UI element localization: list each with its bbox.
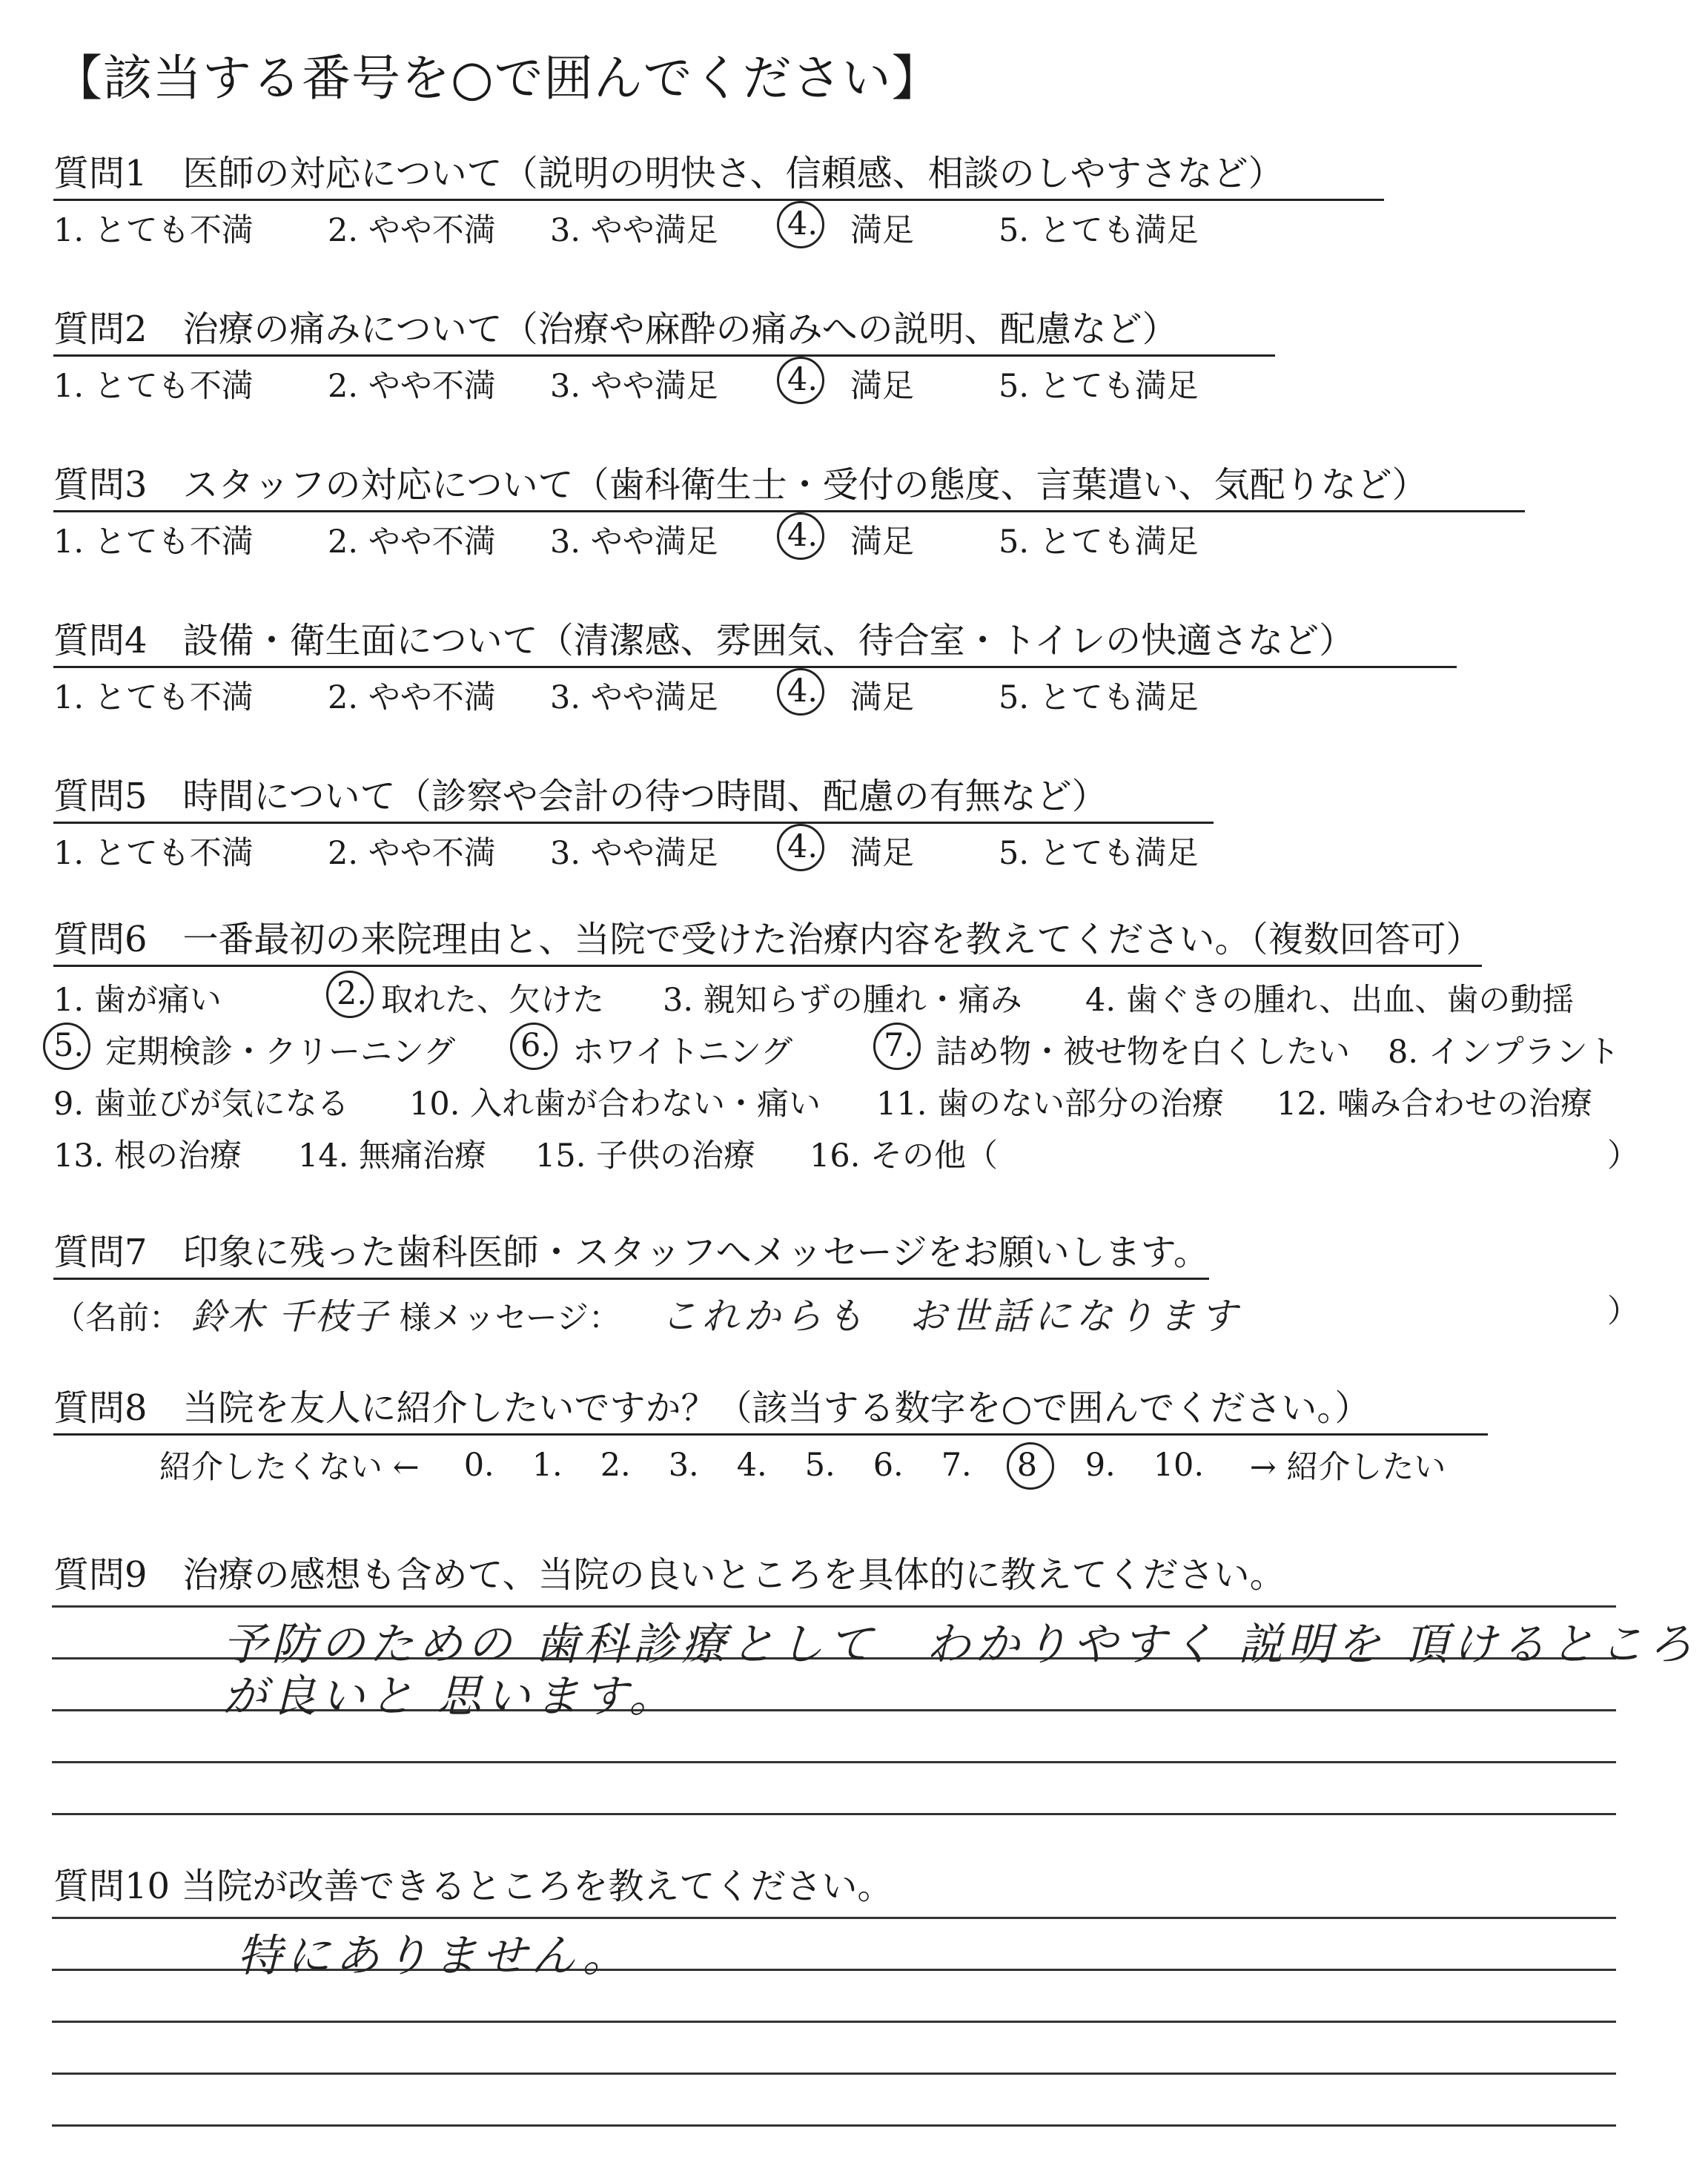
q4-option-6[interactable]: 5. とても満足 bbox=[999, 679, 1199, 716]
q6-option-14[interactable]: 14. 無痛治療 bbox=[298, 1137, 487, 1175]
q3-option-3[interactable]: 3. やや満足 bbox=[550, 524, 718, 561]
q8-scale-option[interactable]: 8 bbox=[1017, 1447, 1085, 1484]
q8-scale-option[interactable]: 10. bbox=[1153, 1446, 1205, 1484]
q4-options bbox=[53, 673, 1221, 718]
q6-row-2 bbox=[53, 1027, 1620, 1072]
q1-option-2[interactable]: 2. やや不満 bbox=[328, 212, 496, 249]
q5-option-5[interactable]: 満足 bbox=[850, 835, 914, 872]
q6-option-2-label[interactable]: 取れた、欠けた bbox=[381, 982, 604, 1019]
q6-option-9[interactable]: 9. 歯並びが気になる bbox=[53, 1086, 349, 1123]
q1-option-1[interactable]: 1. とても不満 bbox=[53, 212, 254, 249]
q6-option-1[interactable]: 1. 歯が痛い bbox=[53, 982, 222, 1019]
q1-title: 質問1 医師の対応について（説明の明快さ、信頼感、相談のしやすさなど） bbox=[53, 145, 1384, 201]
q7-close-paren: ） bbox=[1607, 1293, 1639, 1330]
q6-option-3[interactable]: 3. 親知らずの腫れ・痛み bbox=[663, 982, 1022, 1019]
q5-option-2[interactable]: 2. やや不満 bbox=[328, 835, 496, 872]
q6-option-2-number[interactable]: 2. bbox=[337, 975, 381, 1020]
q6-option-6-label[interactable]: ホワイトニング bbox=[572, 1034, 793, 1071]
q6-option-10[interactable]: 10. 入れ歯が合わない・痛い bbox=[409, 1086, 821, 1123]
q2-option-5[interactable]: 満足 bbox=[850, 368, 914, 405]
q3-title: 質問3 スタッフの対応について（歯科衛生士・受付の態度、言葉遣い、気配りなど） bbox=[53, 456, 1525, 512]
q10-answer-line bbox=[52, 2021, 1616, 2023]
q4-option-3[interactable]: 3. やや満足 bbox=[550, 679, 718, 716]
q2-option-6[interactable]: 5. とても満足 bbox=[999, 368, 1199, 405]
q1-option-5[interactable]: 満足 bbox=[850, 212, 914, 249]
q9-answer-line bbox=[52, 1761, 1616, 1763]
q6-option-4[interactable]: 4. 歯ぐきの腫れ、出血、歯の動揺 bbox=[1085, 982, 1575, 1019]
q4-title: 質問4 設備・衛生面について（清潔感、雰囲気、待合室・トイレの快適さなど） bbox=[53, 612, 1457, 668]
q7-name-row bbox=[53, 1287, 1242, 1340]
q6-row-4 bbox=[53, 1131, 998, 1176]
q8-scale-option[interactable]: 2. bbox=[600, 1446, 631, 1484]
q6-option-12[interactable]: 12. 噛み合わせの治療 bbox=[1277, 1086, 1593, 1123]
q10-answer-line bbox=[52, 2124, 1616, 2127]
q8-scale-option[interactable]: 6. bbox=[873, 1446, 904, 1484]
q10-answer-line bbox=[52, 2073, 1616, 2075]
q6-title: 質問6 一番最初の来院理由と、当院で受けた治療内容を教えてください。（複数回答可） bbox=[53, 911, 1482, 967]
q10-answer-line bbox=[52, 1917, 1616, 1919]
q6-option-7-label[interactable]: 詰め物・被せ物を白くしたい bbox=[936, 1034, 1350, 1071]
q6-option-13[interactable]: 13. 根の治療 bbox=[53, 1137, 242, 1175]
q2-option-3[interactable]: 3. やや満足 bbox=[550, 368, 718, 405]
q4-option-2[interactable]: 2. やや不満 bbox=[328, 679, 496, 716]
q4-option-1[interactable]: 1. とても不満 bbox=[53, 679, 254, 716]
q8-scale-option[interactable]: 0. bbox=[463, 1446, 494, 1484]
q7-message-value[interactable]: これからも お世話になります bbox=[660, 1295, 1242, 1338]
q5-option-6[interactable]: 5. とても満足 bbox=[999, 835, 1199, 872]
q8-scale-option[interactable]: 9. bbox=[1085, 1446, 1116, 1484]
q6-option-11[interactable]: 11. 歯のない部分の治療 bbox=[876, 1086, 1225, 1123]
q3-option-4[interactable]: 4. bbox=[787, 517, 850, 562]
q5-option-3[interactable]: 3. やや満足 bbox=[550, 835, 718, 872]
q6-row-1 bbox=[53, 975, 1574, 1020]
q6-option-7-number[interactable]: 7. bbox=[884, 1027, 936, 1072]
q1-option-3[interactable]: 3. やや満足 bbox=[550, 212, 718, 249]
q6-option-6-number[interactable]: 6. bbox=[520, 1027, 572, 1072]
q6-option-5-number[interactable]: 5. bbox=[53, 1027, 105, 1072]
q5-options bbox=[53, 828, 1221, 873]
q8-scale-option[interactable]: 3. bbox=[668, 1446, 699, 1484]
q6-option-16[interactable]: 16. その他（ bbox=[810, 1137, 999, 1175]
q9-answer-line bbox=[52, 1813, 1616, 1815]
q5-option-1[interactable]: 1. とても不満 bbox=[53, 835, 254, 872]
q1-option-6[interactable]: 5. とても満足 bbox=[999, 212, 1199, 249]
q8-title: 質問8 当院を友人に紹介したいですか？（該当する数字を○で囲んでください。） bbox=[53, 1379, 1488, 1436]
q10-title: 質問10 当院が改善できるところを教えてください。 bbox=[53, 1866, 893, 1907]
q3-option-2[interactable]: 2. やや不満 bbox=[328, 524, 496, 561]
q8-scale bbox=[464, 1447, 1235, 1484]
q4-option-5[interactable]: 満足 bbox=[850, 679, 914, 716]
q8-left-label: 紹介したくない ← bbox=[159, 1449, 420, 1486]
q2-option-1[interactable]: 1. とても不満 bbox=[53, 368, 254, 405]
q1-option-4[interactable]: 4. bbox=[787, 205, 850, 251]
q9-title: 質問9 治療の感想も含めて、当院の良いところを具体的に教えてください。 bbox=[53, 1554, 1285, 1596]
q6-option-5-label[interactable]: 定期検診・クリーニング bbox=[105, 1034, 456, 1071]
q8-scale-option[interactable]: 7. bbox=[941, 1446, 972, 1484]
page-header: 【該当する番号を○で囲んでください】 bbox=[53, 50, 941, 107]
q2-title: 質問2 治療の痛みについて（治療や麻酔の痛みへの説明、配慮など） bbox=[53, 300, 1275, 357]
q8-scale-option[interactable]: 1. bbox=[532, 1446, 563, 1484]
q3-option-6[interactable]: 5. とても満足 bbox=[999, 524, 1199, 561]
q3-option-5[interactable]: 満足 bbox=[850, 524, 914, 561]
q7-name-value[interactable]: 鈴木 千枝子 bbox=[191, 1296, 389, 1338]
q6-row-3 bbox=[53, 1079, 1592, 1124]
q8-scale-option[interactable]: 5. bbox=[804, 1446, 835, 1484]
q7-title: 質問7 印象に残った歯科医師・スタッフへメッセージをお願いします。 bbox=[53, 1223, 1209, 1280]
q8-scale-row bbox=[159, 1442, 1446, 1487]
q9-answer-line bbox=[52, 1605, 1616, 1608]
q8-scale-option[interactable]: 4. bbox=[736, 1446, 767, 1484]
q3-option-1[interactable]: 1. とても不満 bbox=[53, 524, 254, 561]
q6-other-close-paren: ） bbox=[1607, 1137, 1639, 1175]
q4-option-4[interactable]: 4. bbox=[787, 673, 850, 718]
q9-answer-text-2[interactable]: が良いと 思います。 bbox=[222, 1671, 678, 1723]
q2-options bbox=[53, 361, 1221, 406]
q10-answer-text-1[interactable]: 特にありません。 bbox=[237, 1930, 632, 1982]
q5-title: 質問5 時間について（診察や会計の待つ時間、配慮の有無など） bbox=[53, 767, 1214, 824]
q6-option-15[interactable]: 15. 子供の治療 bbox=[535, 1137, 756, 1175]
q3-options bbox=[53, 517, 1221, 562]
q6-option-8[interactable]: 8. インプラント bbox=[1388, 1034, 1620, 1071]
q7-name-label: （名前： bbox=[53, 1300, 181, 1337]
q5-option-4[interactable]: 4. bbox=[787, 828, 850, 873]
q2-option-4[interactable]: 4. bbox=[787, 361, 850, 406]
q8-right-label: → 紹介したい bbox=[1249, 1449, 1446, 1486]
q1-options bbox=[53, 205, 1221, 251]
q9-answer-text-1[interactable]: 予防のための 歯科診療として わかりやすく 説明を 頂けるところ bbox=[222, 1619, 1698, 1671]
q2-option-2[interactable]: 2. やや不満 bbox=[328, 368, 496, 405]
q7-message-label: 様メッセージ： bbox=[399, 1300, 621, 1337]
